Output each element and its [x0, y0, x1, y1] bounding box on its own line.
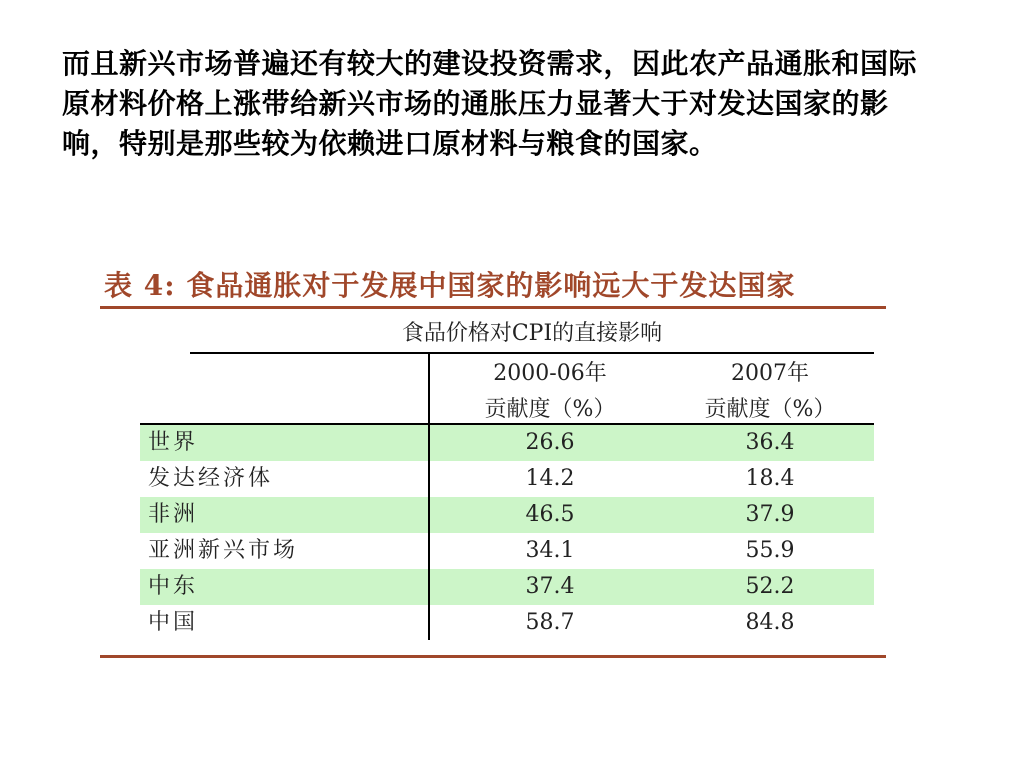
row-value-2000-06: 58.7: [525, 610, 575, 635]
row-value-2000-06: 46.5: [525, 502, 575, 527]
row-value-2007: 84.8: [745, 610, 795, 635]
row-value-2007: 36.4: [745, 430, 795, 455]
row-value-2000-06: 14.2: [525, 466, 575, 491]
column-header-2: [670, 356, 870, 428]
row-value-2000-06: 34.1: [525, 538, 575, 563]
row-label: 中国: [148, 610, 199, 635]
row-label: 非洲: [148, 502, 199, 527]
intro-text: 而且新兴市场普遍还有较大的建设投资需求，因此农产品通胀和国际原材料价格上涨带给新兴市场的通胀压力显著大于对发达国家的影响，特别是那些较为依赖进口原材料与粮食的国家。: [62, 47, 918, 160]
header-divider: [190, 352, 874, 354]
row-label: 亚洲新兴市场: [148, 538, 299, 563]
table-row: [140, 425, 874, 461]
table-bottom-rule: [100, 655, 886, 658]
column-header-2-period: 2007年: [731, 361, 809, 386]
column-header-2-unit: 贡献度（%）: [704, 397, 836, 422]
table-row: [140, 569, 874, 605]
column-header-1: [430, 356, 670, 428]
table-row: [140, 605, 874, 641]
row-value-2007: 55.9: [745, 538, 795, 563]
row-value-2007: 52.2: [745, 574, 795, 599]
row-label: 中东: [148, 574, 199, 599]
table-row: [140, 533, 874, 569]
row-value-2000-06: 37.4: [525, 574, 575, 599]
row-label: 世界: [148, 430, 199, 455]
table-row: [140, 497, 874, 533]
row-value-2000-06: 26.6: [525, 430, 575, 455]
column-header-1-period: 2000-06年: [493, 361, 607, 386]
intro-paragraph: [62, 44, 932, 164]
column-divider: [428, 353, 430, 640]
row-value-2007: 37.9: [745, 502, 795, 527]
table-super-header: 食品价格对CPI的直接影响: [401, 321, 663, 346]
row-value-2007: 18.4: [745, 466, 795, 491]
column-header-1-unit: 贡献度（%）: [484, 397, 616, 422]
row-label: 发达经济体: [148, 466, 274, 491]
table-title: 表 4: 食品通胀对于发展中国家的影响远大于发达国家: [104, 269, 796, 302]
table-row: [140, 461, 874, 497]
title-rule: [100, 306, 886, 309]
